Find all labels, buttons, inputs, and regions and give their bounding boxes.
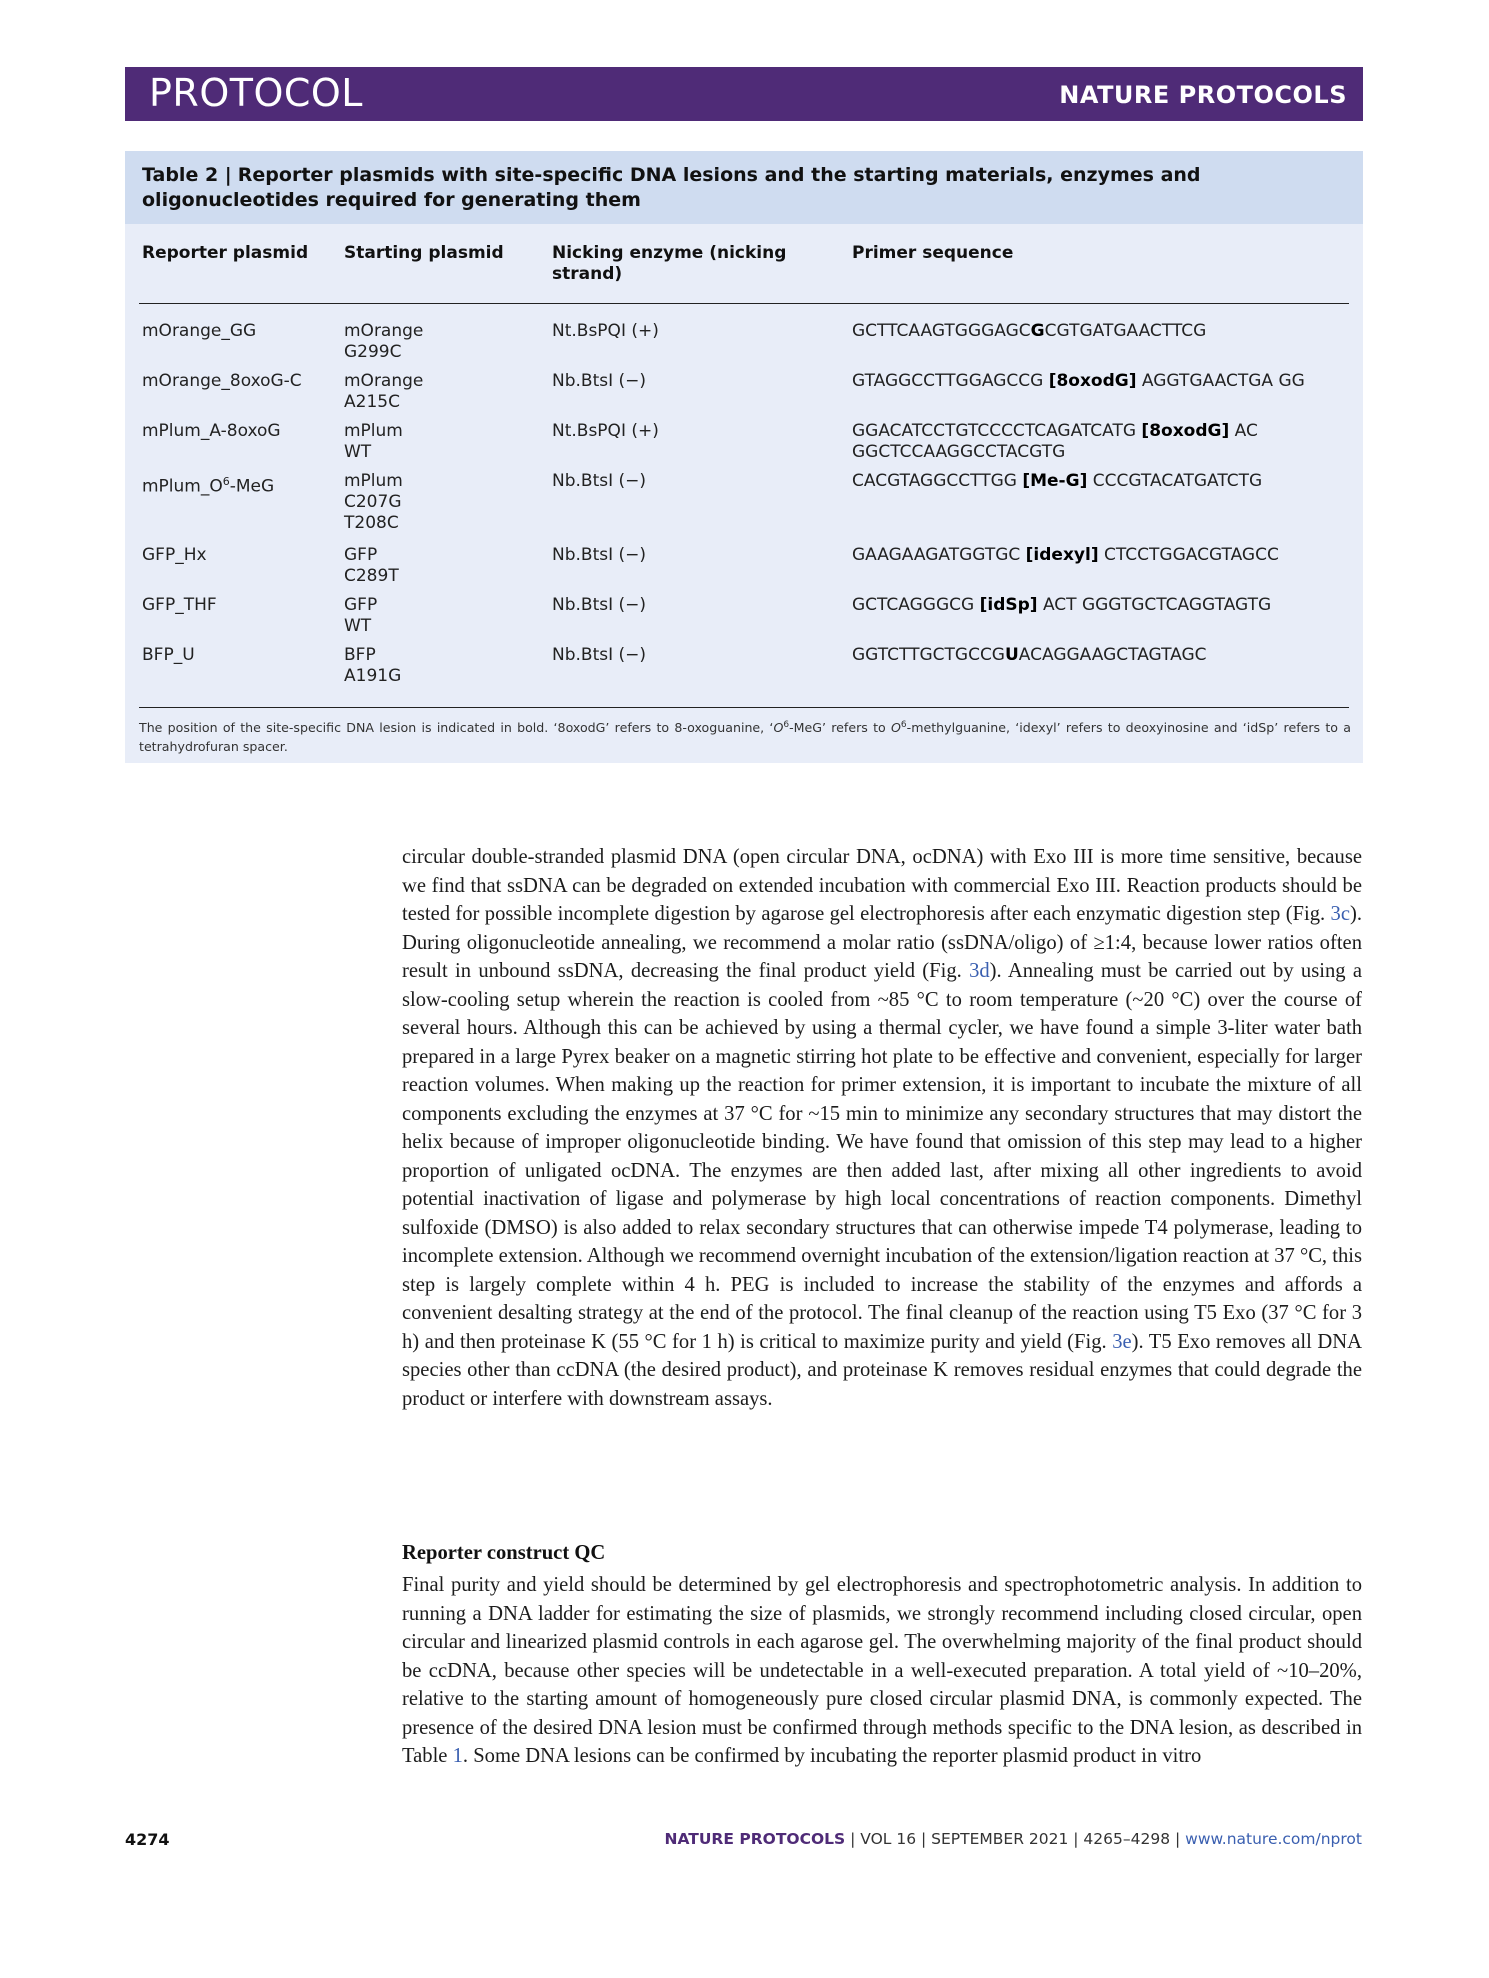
cell-primer: GAAGAAGATGGTGC [idexyl] CTCCTGGACGTAGCC xyxy=(852,545,1279,565)
cell-starting: mPlum WT xyxy=(344,421,403,462)
footer-volume: VOL 16 xyxy=(860,1830,917,1848)
column-header-primer: Primer sequence xyxy=(852,243,1014,263)
cell-enzyme: Nt.BsPQI (+) xyxy=(552,321,659,341)
cell-primer: CACGTAGGCCTTGG [Me-G] CCCGTACATGATCTG xyxy=(852,471,1263,491)
cell-enzyme: Nb.BtsI (−) xyxy=(552,371,647,391)
cell-starting: mPlum C207G T208C xyxy=(344,471,403,533)
footer-citation: NATURE PROTOCOLS | VOL 16 | SEPTEMBER 2021 | 4265–4298 | www.nature.com/nprot xyxy=(664,1830,1362,1848)
cell-primer: GGTCTTGCTGCCGUACAGGAAGCTAGTAGC xyxy=(852,645,1207,665)
table-number: Table 2 | xyxy=(142,164,232,186)
qc-paragraph: Final purity and yield should be determined by gel electrophoresis and spectrophotometric analysis. In addition to running a DNA ladder for estimating the size of plasmids, we strongly recommend including closed circular, open circular and linearized plasmid controls in each agarose gel. The overwhelming majority of the final product should be ccDNA, because other species will be undetectable in a well-executed preparation. A total yield of ~10–20%, relative to the starting amount of homogeneously pure closed circular plasmid DNA, is commonly expected. The presence of the desired DNA lesion must be confirmed through methods specific to the DNA lesion, as described in Table 1. Some DNA lesions can be confirmed by incubating the reporter plasmid product in vitro xyxy=(402,1574,1362,1767)
figure-link-3d[interactable]: 3d xyxy=(969,960,990,982)
cell-enzyme: Nb.BtsI (−) xyxy=(552,471,647,491)
journal-label: NATURE PROTOCOLS xyxy=(1059,81,1347,109)
cell-reporter: mOrange_GG xyxy=(142,321,257,341)
footer-journal: NATURE PROTOCOLS xyxy=(664,1830,846,1848)
table-rule-top xyxy=(139,303,1349,304)
section-label: PROTOCOL xyxy=(149,71,363,115)
cell-enzyme: Nb.BtsI (−) xyxy=(552,545,647,565)
column-header-starting: Starting plasmid xyxy=(344,243,504,263)
figure-link-3e[interactable]: 3e xyxy=(1112,1330,1132,1353)
figure-link-3c[interactable]: 3c xyxy=(1330,903,1350,925)
column-header-enzyme: Nicking enzyme (nicking strand) xyxy=(552,243,787,284)
cell-reporter: mPlum_A-8oxoG xyxy=(142,421,281,441)
cell-enzyme: Nt.BsPQI (+) xyxy=(552,421,659,441)
cell-starting: mOrange G299C xyxy=(344,321,424,362)
footer-url[interactable]: www.nature.com/nprot xyxy=(1185,1830,1362,1848)
table-footnote: The position of the site-specific DNA lesion is indicated in bold. ‘8oxodG’ refers to 8-oxoguanine, ‘$O^6$-MeG’ refers to $O^6$-methylguanine, ‘idexyl’ refers to deoxyinosine and ‘idSp’ refers to a tetrahydrofuran spacer. xyxy=(139,720,1351,755)
footer-date: SEPTEMBER 2021 xyxy=(931,1830,1069,1848)
cell-primer: GCTTCAAGTGGGAGCGCGTGATGAACTTCG xyxy=(852,321,1207,341)
table-title xyxy=(142,163,1347,213)
section-heading-reporter-qc: Reporter construct QC xyxy=(402,1542,606,1564)
cell-primer: GTAGGCCTTGGAGCCG [8oxodG] AGGTGAACTGA GG xyxy=(852,371,1305,391)
cell-enzyme: Nb.BtsI (−) xyxy=(552,595,647,615)
table-rule-bottom xyxy=(139,707,1349,708)
page-header xyxy=(125,67,1363,121)
cell-reporter: $mPlum\_O^6$-MeG xyxy=(142,475,275,497)
cell-starting: GFP C289T xyxy=(344,545,399,586)
cell-reporter: BFP_U xyxy=(142,645,195,665)
cell-reporter: GFP_Hx xyxy=(142,545,207,565)
cell-primer: GCTCAGGGCG [idSp] ACT GGGTGCTCAGGTAGTG xyxy=(852,595,1272,615)
cell-reporter: GFP_THF xyxy=(142,595,217,615)
table-2 xyxy=(125,151,1363,763)
footer-pages: 4265–4298 xyxy=(1083,1830,1171,1848)
cell-enzyme: Nb.BtsI (−) xyxy=(552,645,647,665)
table-title-band xyxy=(125,151,1363,224)
cell-primer: GGACATCCTGTCCCCTCAGATCATG [8oxodG] AC GGCTCCAAGGCCTACGTG xyxy=(852,421,1258,462)
table-caption: Reporter plasmids with site-specific DNA lesions and the starting materials, enzymes and oligonucleotides required for generating them xyxy=(142,164,1201,211)
body-paragraph: circular double-stranded plasmid DNA (open circular DNA, ocDNA) with Exo III is more time sensitive, because we find that ssDNA can be degraded on extended incubation with commercial Exo III. Reaction products should be tested for possible incomplete digestion by agarose gel electrophoresis after each enzymatic digestion step (Fig. 3c). During oligonucleotide annealing, we recommend a molar ratio (ssDNA/oligo) of ≥1:4, because lower ratios often result in unbound ssDNA, decreasing the final product yield (Fig. 3d). Annealing must be carried out by using a slow-cooling setup wherein the reaction is cooled from ~85 °C to room temperature (~20 °C) over the course of several hours. Although this can be achieved by using a thermal cycler, we have found a simple 3-liter water bath prepared in a large Pyrex beaker on a magnetic stirring hot plate to be effective and convenient, especially for larger reaction volumes. When making up the reaction for primer extension, it is important to incubate the mixture of all components excluding the enzymes at 37 °C for ~15 min to minimize any secondary structures that may distort the helix because of improper oligonucleotide binding. We have found that omission of this step may lead to a higher proportion of unligated ocDNA. The enzymes are then added last, after mixing all other ingredients to avoid potential inactivation of ligase and polymerase by high local concentrations of reaction components. Dimethyl sulfoxide (DMSO) is also added to relax secondary structures that can otherwise impede T4 polymerase, leading to incomplete extension. Although we recommend overnight incubation of the extension/ligation reaction at 37 °C, this step is largely complete within 4 h. PEG is included to increase the stability of the enzymes and affords a convenient desalting strategy at the end of the protocol. The final cleanup of the reaction using T5 Exo (37 °C for 3 h) and then proteinase K (55 °C for 1 h) is critical to maximize purity and yield (Fig. 3e). T5 Exo removes all DNA species other than ccDNA (the desired product), and proteinase K removes residual enzymes that could degrade the product or interfere with downstream assays. xyxy=(402,846,1362,1410)
table-link-1[interactable]: 1 xyxy=(452,1745,463,1767)
cell-starting: GFP WT xyxy=(344,595,378,636)
cell-starting: BFP A191G xyxy=(344,645,402,686)
page-number: 4274 xyxy=(125,1830,170,1849)
cell-reporter: mOrange_8oxoG-C xyxy=(142,371,302,391)
cell-starting: mOrange A215C xyxy=(344,371,424,412)
column-header-reporter: Reporter plasmid xyxy=(142,243,309,263)
